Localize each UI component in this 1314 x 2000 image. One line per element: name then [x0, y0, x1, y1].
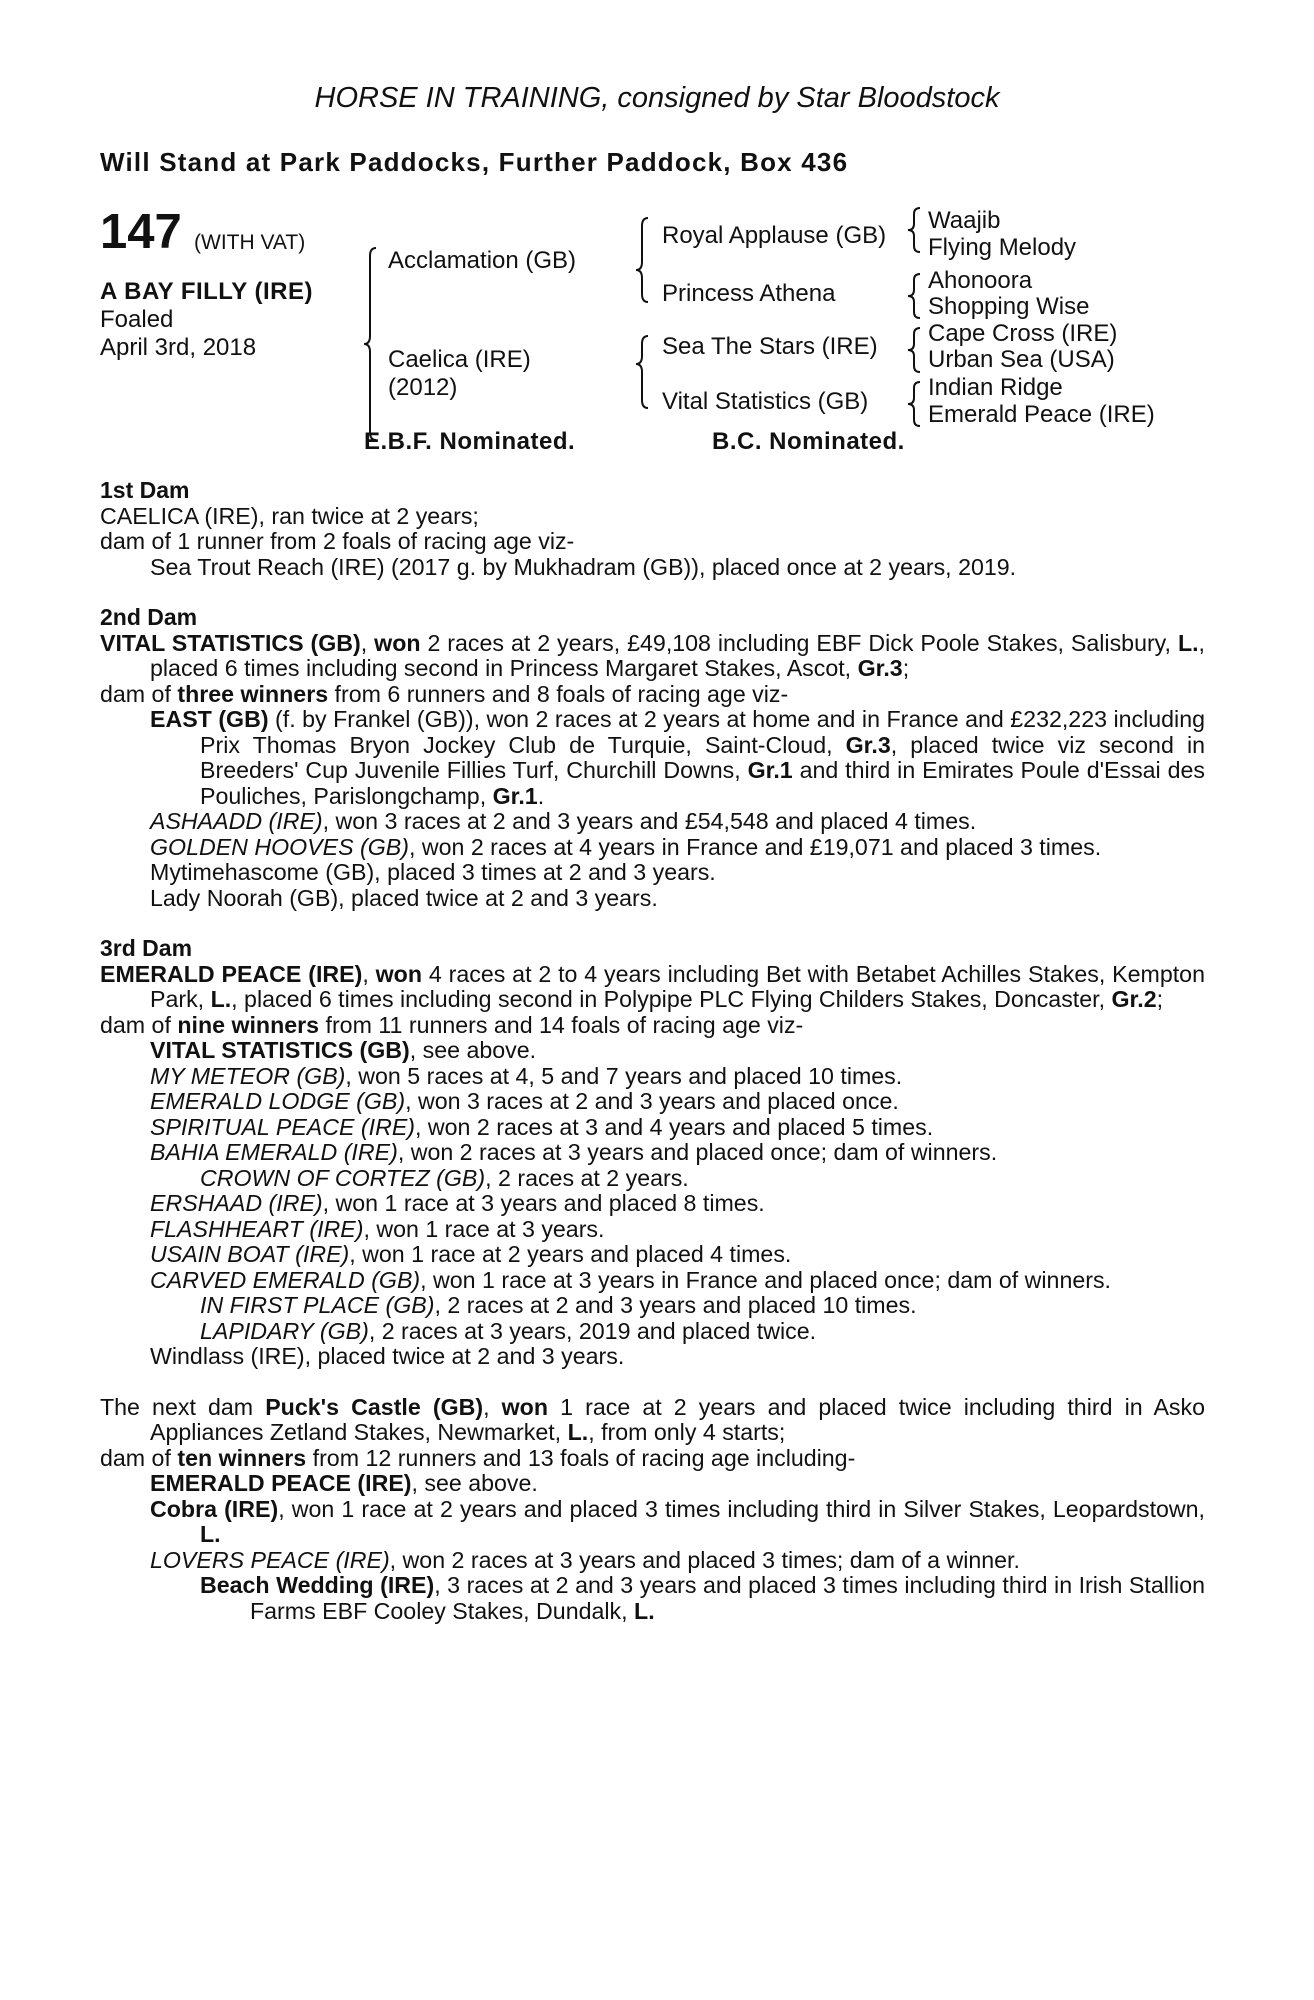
family-entry: [100, 1242, 1205, 1268]
text: from 6 runners and 8 foals of racing age viz-: [328, 680, 789, 707]
text: dam of 1 runner from 2 foals of racing age viz-: [100, 528, 575, 554]
family-entry: [100, 1344, 1205, 1370]
text: , won 1 race at 3 years.: [363, 1215, 605, 1242]
bold-text: Gr.1: [492, 782, 538, 809]
text: , won 3 races at 2 and 3 years and placed once.: [405, 1088, 899, 1114]
text: , won 2 races at 3 years and placed 3 times; dam of a winner.: [389, 1546, 1020, 1573]
bold-text: L.: [200, 1521, 221, 1547]
bold-text: VITAL STATISTICS (GB): [150, 1037, 410, 1063]
text: CAELICA (IRE), ran twice at 2 years;: [100, 502, 479, 529]
bold-text: three winners: [177, 680, 329, 707]
pedigree-dam: Caelica (IRE): [388, 346, 531, 373]
text: , won 1 race at 3 years and placed 8 times.: [322, 1190, 765, 1216]
family-entry: [100, 1191, 1205, 1217]
family-entry: [100, 1064, 1205, 1090]
lot-number: 147: [100, 205, 182, 259]
bold-text: VITAL STATISTICS (GB): [100, 629, 361, 656]
family-entry: [100, 809, 1205, 835]
family-entry: [100, 1013, 1205, 1039]
text: , from only 4 starts;: [588, 1419, 786, 1445]
italic-text: SPIRITUAL PEACE (IRE): [150, 1113, 416, 1140]
bold-text: EMERALD PEACE (IRE): [100, 960, 363, 987]
text: , won 3 races at 2 and 3 years and £54,548 and placed 4 times.: [322, 808, 977, 834]
pedigree-gen3-6: Urban Sea (USA): [928, 346, 1115, 373]
pedigree-gen3-7: Indian Ridge: [928, 374, 1063, 401]
text: ;: [1156, 986, 1164, 1012]
family-entry: [100, 1548, 1205, 1574]
text: (f. by Frankel (GB)), won 2 races at 2 years at home and in France and £232,223 including Prix Thomas Bryon Jockey Club de Turquie, Saint-Cloud,: [200, 706, 1205, 758]
family-entry: [100, 1089, 1205, 1115]
bold-text: Gr.3: [845, 731, 891, 758]
text: , 2 races at 2 years.: [485, 1164, 689, 1191]
stand-location: Will Stand at Park Paddocks, Further Paddock, Box 436: [100, 147, 849, 177]
text: ;: [902, 655, 910, 681]
bold-text: L.: [567, 1419, 589, 1445]
text: , won 2 races at 3 and 4 years and placed 5 times.: [415, 1113, 934, 1140]
italic-text: FLASHHEART (IRE): [150, 1215, 364, 1242]
text: , 2 races at 2 and 3 years and placed 10 times.: [434, 1292, 917, 1318]
section-heading: 2nd Dam: [100, 604, 198, 630]
text: , won 1 race at 2 years and placed 4 times.: [349, 1241, 792, 1267]
family-entry: [100, 1140, 1205, 1166]
text: dam of: [100, 680, 178, 707]
family-entry: [100, 1573, 1205, 1624]
text: ,: [483, 1393, 502, 1420]
italic-text: CARVED EMERALD (GB): [150, 1266, 421, 1293]
text: from 11 runners and 14 foals of racing age viz-: [319, 1011, 804, 1038]
text: from 12 runners and 13 foals of racing age including-: [306, 1444, 856, 1471]
ebf-nominated: E.B.F. Nominated.: [364, 428, 576, 455]
pedigree-gen3-1: Waajib: [928, 207, 1001, 234]
family-entry: [100, 860, 1205, 886]
italic-text: LAPIDARY (GB): [200, 1317, 369, 1344]
pedigree-sire: Acclamation (GB): [388, 247, 577, 274]
text: ,: [362, 960, 376, 987]
bold-text: L.: [210, 986, 232, 1012]
family-entry: [100, 504, 1205, 530]
bold-text: won: [501, 1393, 549, 1420]
family-entry: [100, 529, 1205, 555]
family-entry: [100, 835, 1205, 861]
text: dam of: [100, 1444, 178, 1471]
pedigree-gen3-3: Ahonoora: [928, 267, 1033, 294]
text: , won 5 races at 4, 5 and 7 years and placed 10 times.: [345, 1062, 903, 1089]
vat-note: (WITH VAT): [194, 231, 306, 254]
italic-text: USAIN BOAT (IRE): [150, 1241, 350, 1267]
section-spacer: [100, 911, 1205, 936]
text: and third in Emirates Poule d'Essai des Pouliches, Parislongchamp,: [200, 757, 1205, 809]
family-entry: [100, 1268, 1205, 1294]
italic-text: GOLDEN HOOVES (GB): [150, 833, 409, 860]
bold-text: Gr.1: [747, 757, 793, 783]
text: , 3 races at 2 and 3 years and placed 3 times including third in Irish Stallion Farms EBF Cooley Stakes, Dundalk,: [250, 1572, 1205, 1624]
pedigree-gen3-8: Emerald Peace (IRE): [928, 401, 1155, 428]
text: .: [537, 782, 545, 809]
text: Sea Trout Reach (IRE) (2017 g. by Mukhadram (GB)), placed once at 2 years, 2019.: [150, 553, 1017, 580]
page-title: HORSE IN TRAINING, consigned by Star Bloodstock: [314, 82, 1000, 114]
pedigree-dam-year: (2012): [388, 374, 458, 401]
family-entry: [100, 886, 1205, 912]
text: , won 1 race at 2 years and placed 3 times including third in Silver Stakes, Leopardstown,: [278, 1495, 1206, 1522]
bold-text: Beach Wedding (IRE): [200, 1572, 435, 1598]
family-entry: [100, 1038, 1205, 1064]
italic-text: CROWN OF CORTEZ (GB): [200, 1164, 486, 1191]
italic-text: LOVERS PEACE (IRE): [150, 1546, 390, 1573]
family-entry: [100, 555, 1205, 581]
pedigree-gen3-4: Shopping Wise: [928, 293, 1090, 320]
bold-text: L.: [1177, 629, 1199, 656]
pedigree-gen3-5: Cape Cross (IRE): [928, 320, 1118, 347]
bold-text: Puck's Castle (GB): [265, 1393, 484, 1420]
text: , won 2 races at 4 years in France and £19,071 and placed 3 times.: [408, 833, 1102, 860]
italic-text: ERSHAAD (IRE): [150, 1190, 323, 1216]
text: 4 races at 2 to 4 years including Bet with Betabet Achilles Stakes, Kempton Park,: [150, 960, 1205, 1012]
text: 2 races at 2 years, £49,108 including EBF Dick Poole Stakes, Salisbury,: [420, 629, 1178, 656]
family-entry: [100, 1395, 1205, 1446]
italic-text: MY METEOR (GB): [150, 1062, 346, 1089]
pedigree-gen3-2: Flying Melody: [928, 234, 1077, 261]
bold-text: won: [375, 960, 423, 987]
family-entry: [100, 1166, 1205, 1192]
text: Windlass (IRE), placed twice at 2 and 3 years.: [150, 1343, 625, 1369]
italic-text: BAHIA EMERALD (IRE): [150, 1139, 398, 1165]
family-entry: [100, 682, 1205, 708]
family-notes: [100, 478, 1205, 1624]
family-entry: [100, 1115, 1205, 1141]
italic-text: IN FIRST PLACE (GB): [200, 1292, 435, 1318]
text: , placed 6 times including second in Polypipe PLC Flying Childers Stakes, Doncaster,: [231, 986, 1112, 1012]
italic-text: ASHAADD (IRE): [150, 808, 323, 834]
family-entry: [100, 1497, 1205, 1548]
family-entry: [100, 1471, 1205, 1497]
family-entry: [100, 1217, 1205, 1243]
family-entry: [100, 631, 1205, 682]
text: , won 2 races at 3 years and placed once; dam of winners.: [397, 1139, 998, 1165]
italic-text: EMERALD LODGE (GB): [150, 1088, 406, 1114]
text: Lady Noorah (GB), placed twice at 2 and 3 years.: [150, 884, 658, 911]
bold-text: won: [374, 629, 421, 656]
text: Mytimehascome (GB), placed 3 times at 2 and 3 years.: [150, 859, 716, 885]
family-entry: [100, 707, 1205, 809]
bold-text: ten winners: [177, 1444, 307, 1471]
pedigree-sire-sire: Royal Applause (GB): [662, 222, 887, 249]
family-entry: [100, 1293, 1205, 1319]
bold-text: Gr.2: [1111, 986, 1157, 1012]
bold-text: EAST (GB): [150, 706, 269, 732]
foaled-label: Foaled: [100, 306, 174, 333]
text: , placed 6 times including second in Princess Margaret Stakes, Ascot,: [150, 629, 1205, 681]
family-entry: [100, 962, 1205, 1013]
text: , see above.: [411, 1470, 538, 1496]
text: , 2 races at 3 years, 2019 and placed twice.: [368, 1317, 817, 1344]
bold-text: nine winners: [177, 1011, 320, 1038]
text: dam of: [100, 1011, 178, 1038]
pedigree-braces: [0, 0, 1314, 440]
text: , see above.: [409, 1037, 537, 1063]
pedigree-dam-sire: Sea The Stars (IRE): [662, 333, 878, 360]
bold-text: L.: [634, 1597, 655, 1624]
family-entry: [100, 1446, 1205, 1472]
text: The next dam: [100, 1393, 266, 1420]
section-heading: 3rd Dam: [100, 935, 193, 961]
text: 1 race at 2 years and placed twice including third in Asko Appliances Zetland Stakes, Newmarket,: [150, 1393, 1206, 1445]
section-heading: 1st Dam: [100, 477, 190, 503]
bold-text: EMERALD PEACE (IRE): [150, 1470, 412, 1496]
foaled-date: April 3rd, 2018: [100, 334, 257, 361]
family-entry: [100, 1319, 1205, 1345]
text: , won 1 race at 3 years in France and placed once; dam of winners.: [420, 1266, 1112, 1293]
pedigree-sire-dam: Princess Athena: [662, 280, 836, 307]
bold-text: Gr.3: [857, 655, 903, 681]
bc-nominated: B.C. Nominated.: [712, 428, 905, 455]
horse-name: A BAY FILLY (IRE): [100, 278, 313, 305]
text: ,: [360, 629, 375, 656]
section-spacer: [100, 1370, 1205, 1395]
section-spacer: [100, 580, 1205, 605]
text: , placed twice viz second in Breeders' Cup Juvenile Fillies Turf, Churchill Downs,: [200, 731, 1205, 783]
bold-text: Cobra (IRE): [150, 1495, 279, 1522]
pedigree-dam-dam: Vital Statistics (GB): [662, 388, 869, 415]
